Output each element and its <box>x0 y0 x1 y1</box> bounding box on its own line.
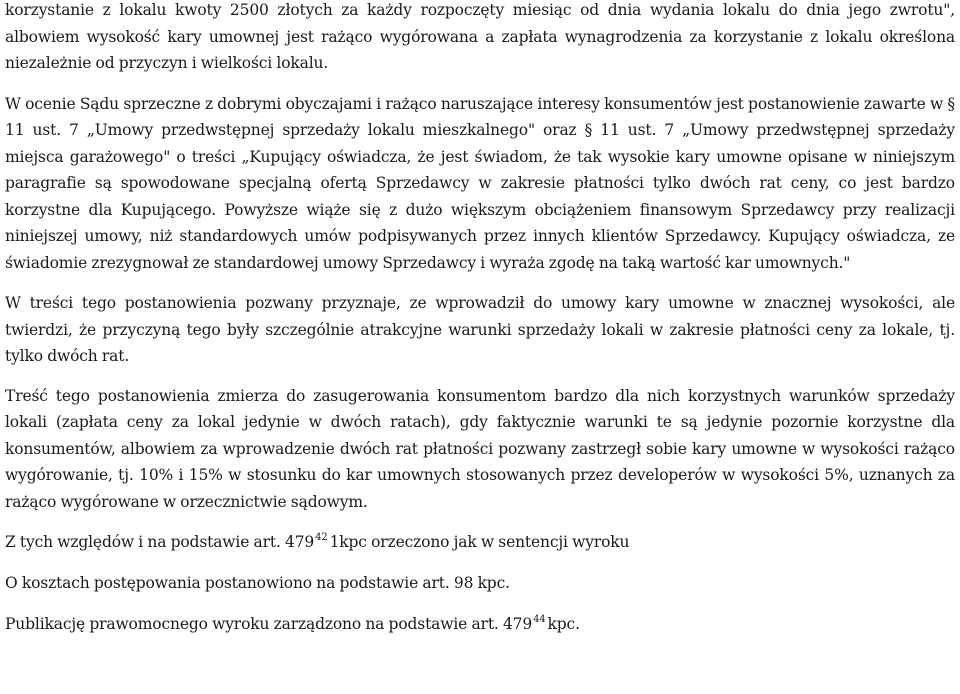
paragraph-6: O kosztach postępowania postanowiono na podstawie art. 98 kpc. <box>5 574 510 592</box>
paragraph-1: korzystanie z lokalu kwoty 2500 złotych za każdy rozpoczęty miesiąc od dnia wydania lokalu do dnia jego zwrotu", albowiem wysokość kary umownej jest rażąco wygórowana a zapłata wynagrodzenia za korzystanie z lokalu określona niezależnie od przyczyn i wielkości lokalu. <box>5 1 955 72</box>
paragraph-2: W ocenie Sądu sprzeczne z dobrymi obyczajami i rażąco naruszające interesy konsumentów jest postanowienie zawarte w § 11 ust. 7 „Umowy przedwstępnej sprzedaży lokalu mieszkalnego" oraz § 11 ust. 7 „Umowy przedwstępnej sprzedaży miejsca garażowego" o treści „Kupujący oświadcza, że jest świadom, że tak wysokie kary umowne opisane w niniejszym paragrafie są spowodowane specjalną ofertą Sprzedawcy w zakresie płatności tylko dwóch rat ceny, co jest bardzo korzystne dla Kupującego. Powyższe wiąże się z dużo większym obciążeniem finansowym Sprzedawcy przy realizacji niniejszej umowy, niż standardowych umów podpisywanych przez innych klientów Sprzedawcy. Kupujący oświadcza, ze świadomie zrezygnował ze standardowej umowy Sprzedawcy i wyraża zgodę na taką wartość kar umownych." <box>5 94 955 272</box>
paragraph-5-tail: 1kpc orzeczono jak w sentencji wyroku <box>329 533 630 551</box>
document-page <box>5 0 955 637</box>
paragraph-3: W treści tego postanowienia pozwany przyznaje, ze wprowadził do umowy kary umowne w znacznej wysokości, ale twierdzi, że przyczyną tego były szczególnie atrakcyjne warunki sprzedaży lokali w zakresie płatności ceny za lokale, tj. tylko dwóch rat. <box>5 294 955 365</box>
footnote-ref-44: 44 <box>533 614 546 625</box>
footnote-ref-42: 42 <box>315 532 328 543</box>
paragraph-7-text: Publikację prawomocnego wyroku zarządzono na podstawie art. 479 <box>5 615 533 633</box>
paragraph-5-text: Z tych względów i na podstawie art. 479 <box>5 533 315 551</box>
paragraph-7 <box>5 611 955 637</box>
paragraph-5 <box>5 529 955 555</box>
paragraph-7-tail: kpc. <box>547 615 580 633</box>
paragraph-4: Treść tego postanowienia zmierza do zasugerowania konsumentom bardzo dla nich korzystnych warunków sprzedaży lokali (zapłata ceny za lokal jedynie w dwóch ratach), gdy faktycznie warunki te są jedynie pozornie korzystne dla konsumentów, albowiem za wprowadzenie dwóch rat płatności pozwany zastrzegł sobie kary umowne w wysokości rażąco wygórowanie, tj. 10% i 15% w stosunku do kar umownych stosowanych przez developerów w wysokości 5%, uznanych za rażąco wygórowane w orzecznictwie sądowym. <box>5 386 955 511</box>
